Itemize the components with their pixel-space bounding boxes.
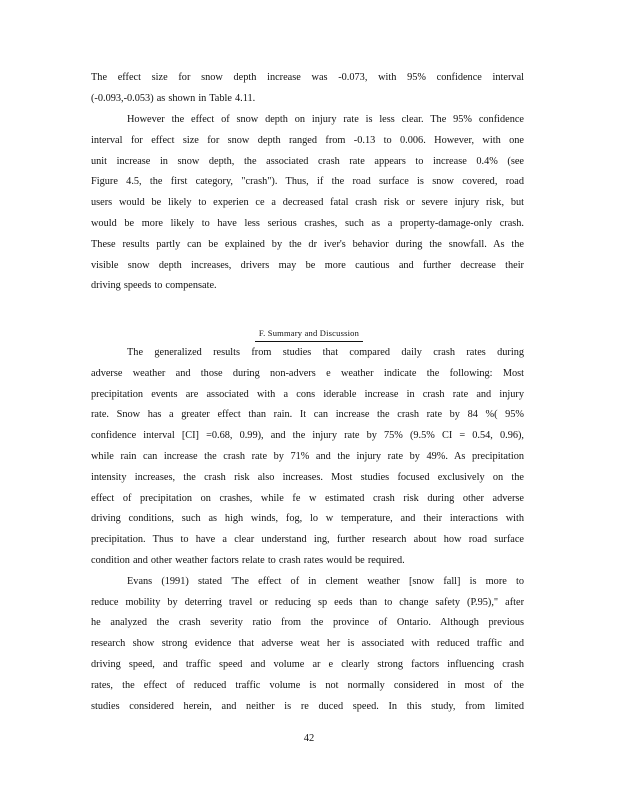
text-line: reduce mobility by deterring travel or reducing sp eeds than to change safety (P.95)," after	[91, 596, 524, 608]
text-line: precipitation. Thus to have a clear understand ing, further research about how road surface	[91, 534, 524, 546]
text-line: he analyzed the crash severity ratio from the province of Ontario. Although previous	[91, 617, 524, 629]
text-line: driving speed, and traffic speed and volume ar e clearly strong factors influencing crash	[91, 658, 524, 670]
text-line: research show strong evidence that adverse weat her is associated with reduced traffic and	[91, 638, 524, 650]
text-line: studies considered herein, and neither is re duced speed. In this study, from limited	[91, 700, 524, 712]
text-line: driving conditions, such as high winds, fog, lo w temperature, and their interactions with	[91, 513, 524, 525]
text-line: driving speeds to compensate.	[91, 280, 217, 292]
text-line: However the effect of snow depth on injury rate is less clear. The 95% confidence	[127, 114, 524, 125]
text-line: These results partly can be explained by the dr iver's behavior during the snowfall. As the	[91, 238, 524, 250]
text-line: would be more likely to have less serious crashes, such as a property-damage-only crash.	[91, 217, 524, 229]
text-line: Evans (1991) stated 'The effect of in clement weather [snow fall] is more to	[127, 575, 524, 587]
text-line: The effect size for snow depth increase was -0.073, with 95% confidence interval	[91, 72, 524, 83]
text-line: precipitation events are associated with a cons iderable increase in crash rate and injury	[91, 388, 524, 400]
text-line: interval for effect size for snow depth ranged from -0.13 to 0.006. However, with one	[91, 134, 524, 146]
text-line: unit increase in snow depth, the associated crash rate appears to increase 0.4% (see	[91, 155, 524, 167]
paragraph-summary-discussion	[91, 343, 524, 717]
text-line: adverse weather and those during non-advers e weather indicate the following: Most	[91, 367, 524, 379]
page-number: 42	[303, 733, 315, 744]
text-line: effect of precipitation on crashes, while fe w estimated crash risk during other adverse	[91, 492, 524, 504]
text-line: (-0.093,-0.053) as shown in Table 4.11.	[91, 92, 256, 104]
text-line: while rain can increase the crash rate by 71% and the injury rate by 49%. As precipitation	[91, 450, 524, 462]
text-line: condition and other weather factors relate to crash rates would be required.	[91, 554, 405, 566]
text-line: rate. Snow has a greater effect than rain. It can increase the crash rate by 84 %( 95%	[91, 409, 524, 421]
text-line: users would be likely to experien ce a decreased fatal crash risk or severe injury risk, but	[91, 197, 524, 209]
text-line: Figure 4.5, the first category, "crash"). Thus, if the road surface is snow covered, road	[91, 176, 524, 188]
text-line: intensity increases, the crash risk also increases. Most studies focused exclusively on the	[91, 471, 524, 483]
section-heading-text: F. Summary and Discussion	[255, 326, 363, 342]
section-heading	[0, 326, 618, 342]
paragraph-snow-depth-injury-rate	[91, 110, 524, 297]
text-line: confidence interval [CI] =0.68, 0.99), and the injury rate by 75% (9.5% CI = 0.54, 0.96),	[91, 430, 524, 442]
paragraph-snow-depth-effect-size	[91, 68, 524, 110]
text-line: visible snow depth increases, drivers may be more cautious and further decrease their	[91, 259, 524, 271]
text-line: rates, the effect of reduced traffic volume is not normally considered in most of the	[91, 679, 524, 691]
text-line: The generalized results from studies that compared daily crash rates during	[127, 347, 524, 358]
